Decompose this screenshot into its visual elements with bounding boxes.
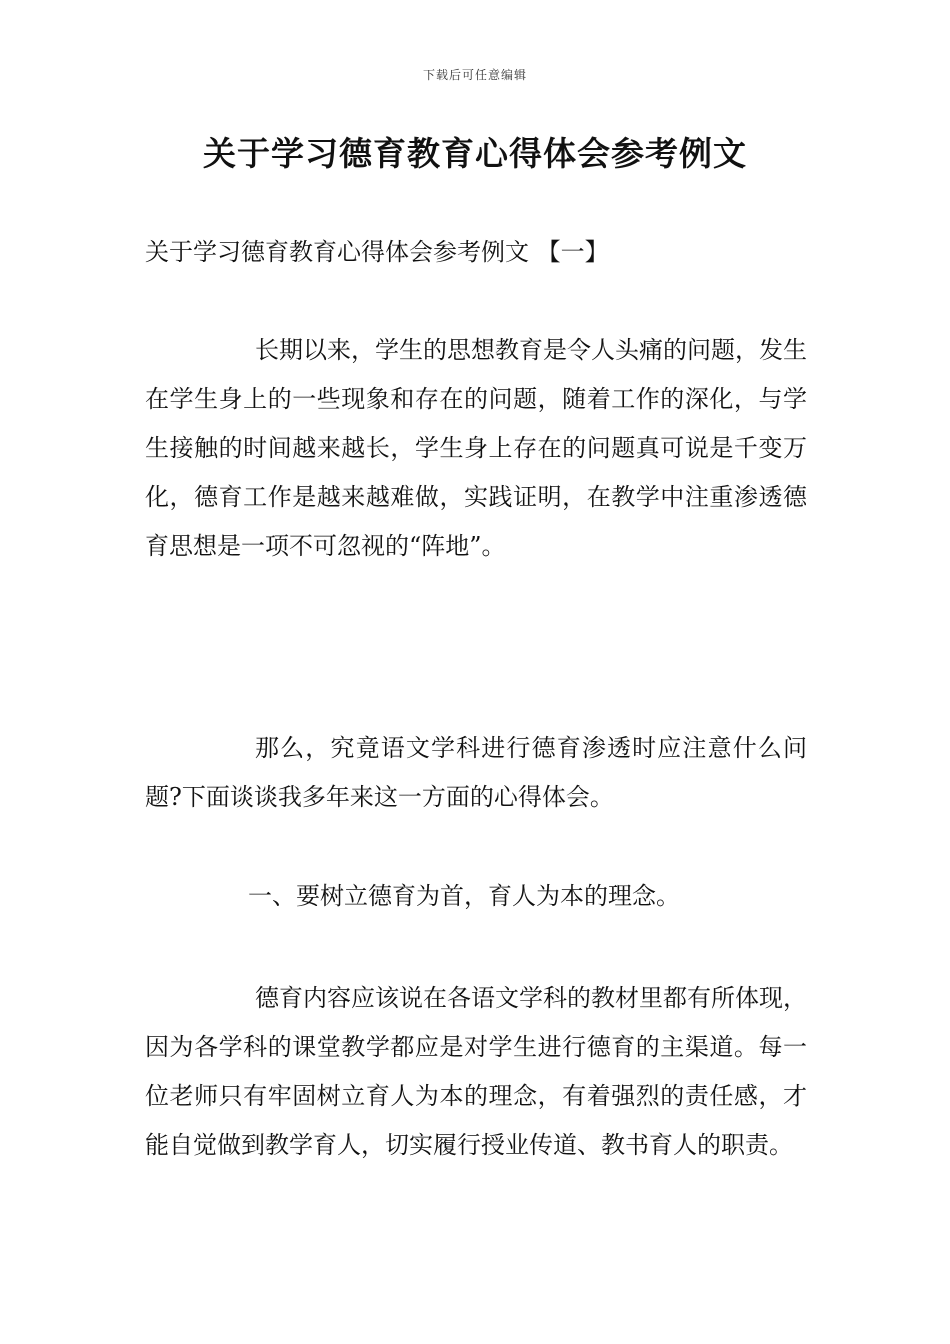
header-note: 下载后可任意编辑	[422, 68, 527, 82]
document-title: 关于学习德育教育心得体会参考例文	[203, 134, 747, 173]
paragraph-intro: 长期以来，学生的思想教育是令人头痛的问题，发生在学生身上的一些现象和存在的问题，随着工作的深化，与学生接触的时间越来越长，学生身上存在的问题真可说是千变万化，德育工作是越来越难做，实践证明，在教学中注重渗透德育思想是一项不可忽视的“阵地”。	[145, 336, 807, 560]
subheading-1: 一、要树立德育为首，育人为本的理念。	[248, 882, 680, 910]
section-title: 关于学习德育教育心得体会参考例文 【一】	[145, 238, 609, 266]
paragraph-question: 那么，究竟语文学科进行德育渗透时应注意什么问题?下面谈谈我多年来这一方面的心得体会。	[145, 734, 807, 811]
paragraph-moral-content: 德育内容应该说在各语文学科的教材里都有所体现，因为各学科的课堂教学都应是对学生进行德育的主渠道。每一位老师只有牢固树立育人为本的理念，有着强烈的责任感，才能自觉做到教学育人，切实履行授业传道、教书育人的职责。	[145, 984, 807, 1159]
